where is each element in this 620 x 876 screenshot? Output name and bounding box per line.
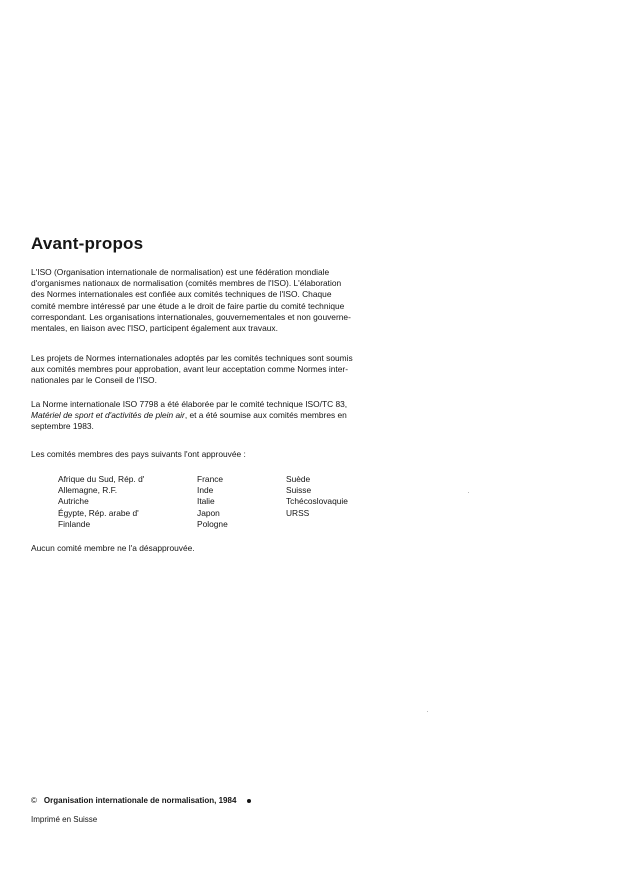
paragraph-line: correspondant. Les organisations internationales, gouvernementales et non gouverne- (31, 311, 351, 322)
paragraph-line-rest: , et a été soumise aux comités membres en (184, 410, 347, 421)
country-item: Tchécoslovaquie (286, 496, 348, 507)
paragraph-line: des Normes internationales est confiée aux comités techniques de l'ISO. Chaque (31, 289, 332, 300)
copyright-text: Organisation internationale de normalisation, 1984 (43, 796, 237, 805)
paragraph-line: aux comités membres pour approbation, avant leur acceptation comme Normes inter- (31, 364, 348, 375)
committee-title: Matériel de sport et d'activités de plein air (31, 410, 185, 421)
paragraph-draft-approval (31, 353, 376, 387)
paragraph-line: L'ISO (Organisation internationale de normalisation) est une fédération mondiale (31, 267, 330, 277)
country-item: Inde (197, 485, 214, 496)
paragraph-iso-description (31, 267, 376, 334)
countries-column-1 (58, 474, 144, 530)
paragraph-line: d'organismes nationaux de normalisation (comités membres de l'ISO). L'élaboration (31, 278, 342, 289)
scan-speck (427, 711, 428, 712)
country-item: URSS (286, 507, 310, 518)
country-item: Finlande (58, 518, 91, 529)
page-title: Avant-propos (31, 234, 144, 253)
paragraph-line: comité membre intéressé par une étude a le droit de faire partie du comité technique (31, 300, 345, 311)
countries-column-3 (286, 474, 348, 519)
paragraph-line: mentales, en liaison avec l'ISO, participent également aux travaux. (31, 323, 278, 334)
country-item: Japon (197, 507, 220, 518)
disapproval-note: Aucun comité membre ne l'a désapprouvée. (31, 543, 195, 553)
country-item: France (197, 474, 224, 484)
country-item: Italie (197, 496, 215, 507)
paragraph-line (31, 410, 376, 421)
paragraph-standard-origin (31, 399, 376, 433)
scan-speck (468, 492, 469, 493)
bullet-icon (247, 799, 251, 803)
country-item: Égypte, Rép. arabe d' (58, 507, 139, 518)
country-item: Allemagne, R.F. (58, 485, 118, 496)
copyright-line (31, 796, 251, 805)
country-item: Pologne (197, 518, 228, 529)
approvals-intro: Les comités membres des pays suivants l'ont approuvée : (31, 449, 246, 459)
country-item: Afrique du Sud, Rép. d' (58, 474, 145, 484)
paragraph-line: septembre 1983. (31, 421, 94, 432)
paragraph-line: nationales par le Conseil de l'ISO. (31, 375, 157, 386)
copyright-icon: © (31, 796, 37, 805)
country-item: Autriche (58, 496, 89, 507)
printed-in-note: Imprimé en Suisse (31, 815, 98, 824)
paragraph-line: La Norme internationale ISO 7798 a été élaborée par le comité technique ISO/TC 83, (31, 399, 348, 409)
country-item: Suisse (286, 485, 312, 496)
countries-column-2 (197, 474, 228, 530)
paragraph-line: Les projets de Normes internationales adoptés par les comités techniques sont soumis (31, 353, 353, 363)
country-item: Suède (286, 474, 311, 484)
